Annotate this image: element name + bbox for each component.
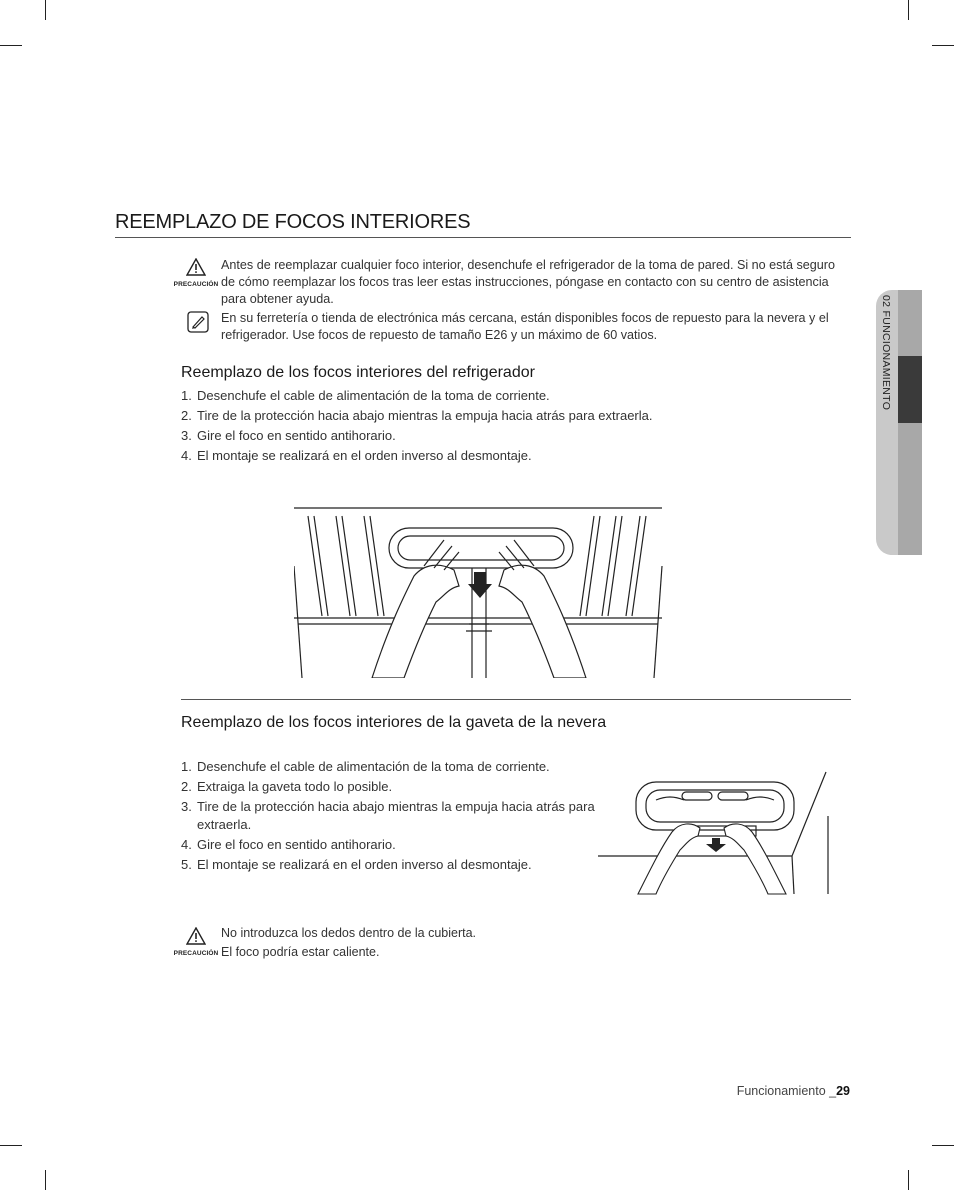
list-item: 3. Gire el foco en sentido antihorario. [181, 428, 396, 443]
section-divider [181, 699, 851, 700]
list-item: 4. Gire el foco en sentido antihorario. [181, 837, 396, 852]
caution-badge-bottom [172, 927, 220, 957]
page-number: 29 [836, 1084, 850, 1098]
crop-mark [0, 45, 22, 46]
crop-mark [45, 1170, 46, 1190]
list-item: 1. Desenchufe el cable de alimentación de la toma de corriente. [181, 388, 550, 403]
page-footer [737, 1084, 850, 1098]
caution-label: PRECAUCIÓN [173, 950, 219, 957]
subsection-title-drawer: Reemplazo de los focos interiores de la gaveta de la nevera [181, 714, 607, 731]
crop-mark [908, 0, 909, 20]
list-item: 3. Tire de la protección hacia abajo mientras la empuja hacia atrás para extraerla. [181, 799, 595, 832]
warning-triangle-icon [186, 927, 206, 945]
steps-drawer [181, 758, 601, 876]
chapter-tab-marker [898, 356, 922, 423]
list-item: 2. Tire de la protección hacia abajo mientras la empuja hacia atrás para extraerla. [181, 408, 653, 423]
list-item: 4. El montaje se realizará en el orden inverso al desmontaje. [181, 448, 532, 463]
crop-mark [0, 1145, 22, 1146]
section-title: REEMPLAZO DE FOCOS INTERIORES [115, 211, 851, 238]
note-pencil-icon [187, 311, 209, 333]
caution-badge [172, 258, 220, 288]
refrigerator-light-illustration [294, 506, 664, 678]
list-item: 2. Extraiga la gaveta todo lo posible. [181, 779, 393, 794]
caution-label: PRECAUCIÓN [173, 281, 219, 288]
crop-mark [45, 0, 46, 20]
crop-mark [908, 1170, 909, 1190]
bottom-caution-line2: El foco podría estar caliente. [221, 945, 380, 959]
subsection-title-refrigerator: Reemplazo de los focos interiores del refrigerador [181, 364, 535, 381]
info-note: En su ferretería o tienda de electrónica más cercana, están disponibles focos de repuesto para la nevera y el refrigerador. Use focos de repuesto de tamaño E26 y un máximo de 60 vatios. [221, 311, 829, 342]
footer-label: Funcionamiento _ [736, 1084, 837, 1098]
caution-note: Antes de reemplazar cualquier foco interior, desenchufe el refrigerador de la toma de pared. Si no está seguro de cómo reemplazar los focos tras leer estas instrucciones, póngase en contacto con su centro de asistencia para obtener ayuda. [221, 258, 835, 306]
list-item: 1. Desenchufe el cable de alimentación de la toma de corriente. [181, 759, 550, 774]
chapter-tab-label: 02 FUNCIONAMIENTO [880, 295, 892, 411]
bottom-caution-line1: No introduzca los dedos dentro de la cubierta. [221, 926, 477, 940]
drawer-light-illustration [596, 770, 832, 896]
crop-mark [932, 45, 954, 46]
note-badge [186, 311, 210, 338]
crop-mark [932, 1145, 954, 1146]
warning-triangle-icon [186, 258, 206, 276]
steps-refrigerator [181, 387, 801, 467]
list-item: 5. El montaje se realizará en el orden inverso al desmontaje. [181, 857, 532, 872]
